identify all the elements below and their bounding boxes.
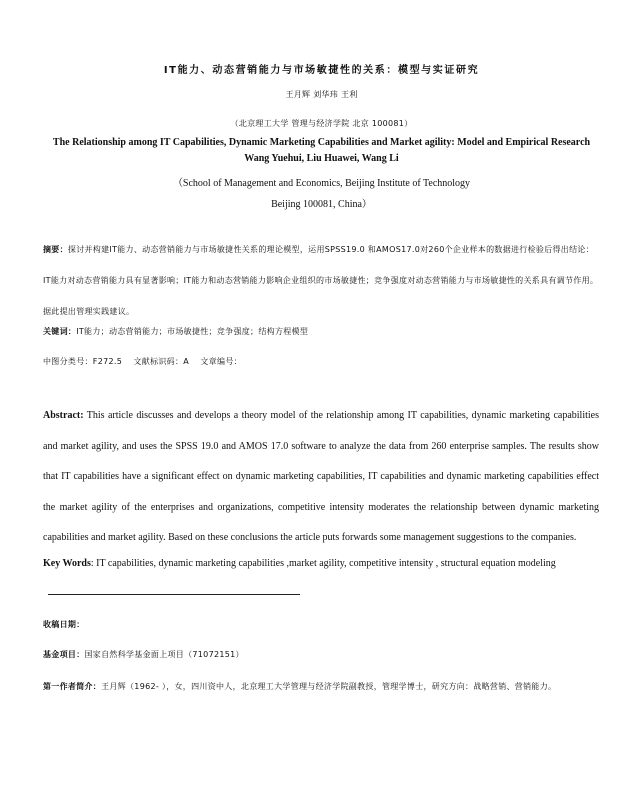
affiliation-cn: （北京理工大学 管理与经济学院 北京 100081） (230, 119, 413, 128)
abstract-cn (43, 234, 599, 327)
paper-title-cn: IT能力、动态营销能力与市场敏捷性的关系：模型与实证研究 (163, 65, 480, 76)
abstract-cn-label: 摘要： (43, 245, 68, 254)
classification-cn: 中图分类号：F272.5 文献标识码：A 文章编号： (43, 357, 242, 366)
authors-cn: 王月辉 刘华玮 王利 (285, 90, 358, 99)
footnote-divider (48, 594, 300, 595)
bio-text: 王月辉（1962- ），女，四川资中人，北京理工大学管理与经济学院副教授，管理学博士，研究方向：战略营销、营销能力。 (101, 682, 557, 691)
abstract-cn-text: 探讨并构建IT能力、动态营销能力与市场敏捷性关系的理论模型，运用SPSS19.0 和AMOS17.0对260个企业样本的数据进行检验后得出结论：IT能力对动态营销能力具有显著影响；IT能力和动态营销能力影响企业组织的市场敏捷性；竞争强度对动态营销能力与市场敏捷性的关系具有调节作用。据此提出管理实践建议。 (43, 245, 599, 316)
keywords-en (43, 557, 599, 571)
keywords-cn-label: 关键词： (43, 327, 77, 336)
keywords-cn-text: IT能力；动态营销能力；市场敏捷性；竞争强度；结构方程模型 (76, 327, 309, 336)
abstract-en (43, 401, 599, 554)
bio-label: 第一作者简介： (43, 682, 102, 691)
keywords-cn (43, 325, 599, 339)
first-author-bio (43, 680, 599, 694)
authors-en: Wang Yuehui, Liu Huawei, Wang Li (244, 153, 399, 164)
fund-label: 基金项目： (43, 650, 85, 659)
received-date (43, 618, 599, 632)
paper-title-en: The Relationship among IT Capabilities, Dynamic Marketing Capabilities and Market agility: Model and Empirical Research (52, 137, 591, 148)
keywords-en-label: Key Words (43, 558, 91, 569)
received-label: 收稿日期： (43, 620, 85, 629)
keywords-en-text: : IT capabilities, dynamic marketing capabilities ,market agility, competitive intensity , structural equation modeling (90, 558, 556, 569)
affiliation-en-line2: Beijing 100081, China） (271, 199, 372, 210)
abstract-en-text: This article discusses and develops a theory model of the relationship among IT capabilities, dynamic marketing capabilities and market agility, and uses the SPSS 19.0 and AMOS 17.0 software to analyze the data from 260 enterprise samples. The results show that IT capabilities have a significant effect on dynamic marketing capabilities, IT capabilities and dynamic marketing capabilities effect the market agility of the enterprises and organizations, competitive intensity moderates the relationship between dynamic marketing capabilities and market agility. Based on these conclusions the article puts forwards some management suggestions to the companies. (43, 410, 599, 543)
affiliation-en-line1: （School of Management and Economics, Beijing Institute of Technology (172, 178, 471, 189)
fund-text: 国家自然科学基金面上项目（71072151） (84, 650, 244, 659)
fund-project (43, 648, 599, 662)
abstract-en-label: Abstract: (43, 410, 84, 421)
